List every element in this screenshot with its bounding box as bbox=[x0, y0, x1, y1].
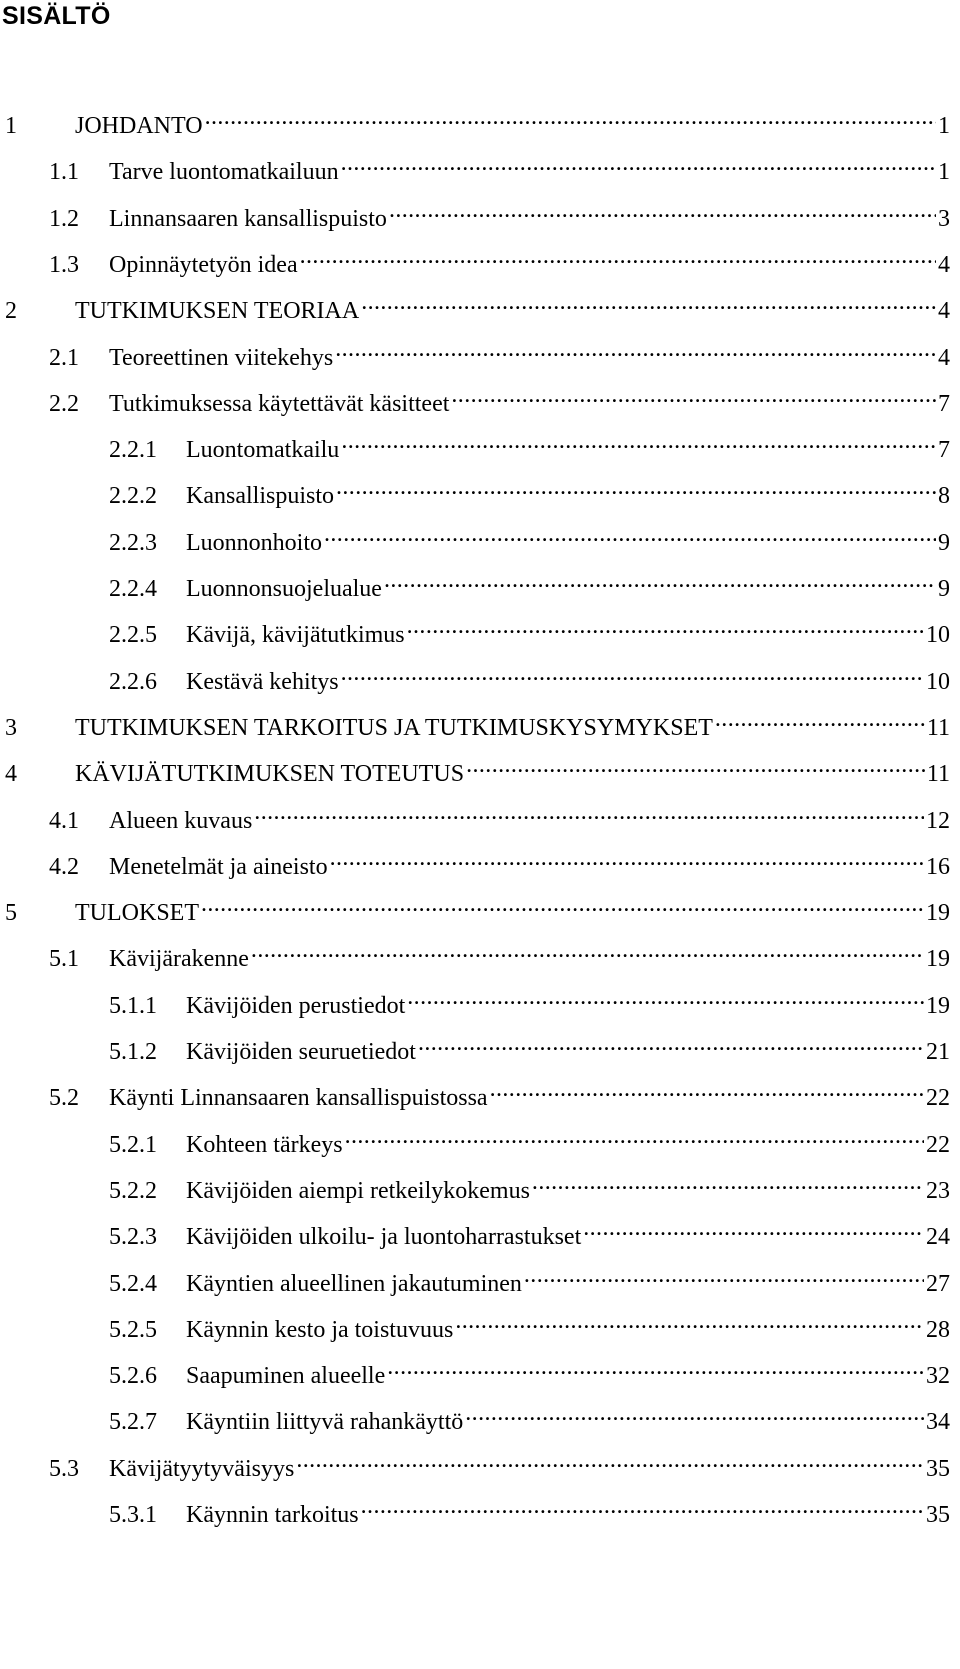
toc-entry[interactable] bbox=[0, 518, 950, 556]
toc-entry-number: 2.2.3 bbox=[109, 529, 157, 556]
toc-entry[interactable] bbox=[0, 1212, 950, 1251]
toc-dot-leader bbox=[254, 796, 924, 828]
toc-entry[interactable] bbox=[0, 657, 950, 695]
toc-dot-leader bbox=[300, 240, 936, 272]
page-title: SISÄLTÖ bbox=[2, 2, 111, 30]
toc-dot-leader bbox=[387, 1351, 924, 1383]
toc-entry-title: TUTKIMUKSEN TEORIAA bbox=[75, 298, 360, 325]
toc-entry[interactable] bbox=[0, 1305, 950, 1343]
toc-entry[interactable] bbox=[0, 888, 950, 927]
toc-entry[interactable] bbox=[0, 1490, 950, 1528]
toc-entry-number: 2.2.6 bbox=[109, 668, 157, 695]
toc-entry-number: 2.2.5 bbox=[109, 622, 157, 649]
toc-entry-number: 5.2.2 bbox=[109, 1177, 157, 1204]
toc-dot-leader bbox=[407, 981, 924, 1013]
toc-entry-title: JOHDANTO bbox=[75, 113, 203, 139]
toc-entry-number: 5.2.3 bbox=[109, 1224, 157, 1251]
toc-dot-leader bbox=[490, 1073, 924, 1105]
toc-entry-page-number: 9 bbox=[938, 529, 950, 556]
toc-entry-title: Kävijä, kävijätutkimus bbox=[186, 622, 405, 649]
toc-entry-title: Tarve luontomatkailuun bbox=[109, 159, 339, 186]
toc-entry-page-number: 7 bbox=[938, 437, 950, 464]
toc-entry-number: 2.1 bbox=[49, 344, 79, 371]
toc-entry[interactable] bbox=[0, 1073, 950, 1112]
toc-entry-title: Kävijöiden ulkoilu- ja luontoharrastukset bbox=[186, 1224, 582, 1251]
toc-entry-number: 5.2.1 bbox=[109, 1131, 157, 1158]
toc-dot-leader bbox=[336, 471, 936, 503]
toc-entry-number: 5.1.2 bbox=[109, 1039, 157, 1065]
toc-dot-leader bbox=[466, 749, 925, 781]
toc-entry-page-number: 1 bbox=[938, 113, 950, 139]
toc-dot-leader bbox=[407, 610, 924, 642]
toc-dot-leader bbox=[296, 1444, 924, 1476]
toc-entry-page-number: 19 bbox=[926, 900, 950, 927]
toc-entry-number: 1.1 bbox=[49, 159, 79, 186]
toc-entry-title: Käyntiin liittyvä rahankäyttö bbox=[186, 1409, 464, 1436]
toc-entry[interactable] bbox=[0, 1027, 950, 1065]
toc-entry-title: Käynti Linnansaaren kansallispuistossa bbox=[109, 1085, 488, 1112]
toc-dot-leader bbox=[335, 333, 936, 365]
toc-entry[interactable] bbox=[0, 194, 950, 232]
toc-dot-leader bbox=[583, 1212, 924, 1244]
toc-entry-title: Käynnin kesto ja toistuvuus bbox=[186, 1316, 454, 1343]
toc-entry-number: 5 bbox=[5, 900, 17, 927]
toc-dot-leader bbox=[341, 425, 936, 457]
toc-dot-leader bbox=[532, 1166, 924, 1198]
toc-entry-number: 1.2 bbox=[49, 205, 79, 232]
toc-entry-page-number: 34 bbox=[926, 1409, 950, 1436]
toc-entry[interactable] bbox=[0, 934, 950, 973]
toc-entry-number: 5.2.6 bbox=[109, 1363, 157, 1390]
toc-entry-title: Menetelmät ja aineisto bbox=[109, 853, 328, 880]
toc-entry-page-number: 11 bbox=[926, 714, 950, 741]
toc-entry-page-number: 9 bbox=[938, 576, 950, 602]
toc-entry-number: 5.3.1 bbox=[109, 1502, 157, 1528]
toc-entry-number: 4.2 bbox=[49, 853, 79, 880]
toc-entry-page-number: 4 bbox=[938, 344, 950, 371]
toc-entry-title: TUTKIMUKSEN TARKOITUS JA TUTKIMUSKYSYMYKSET bbox=[75, 714, 713, 741]
toc-entry-title: Kävijöiden seuruetiedot bbox=[186, 1039, 416, 1065]
toc-entry-number: 2.2.2 bbox=[109, 483, 157, 510]
toc-entry-number: 2.2.4 bbox=[109, 576, 157, 602]
toc-entry-number: 1.3 bbox=[49, 251, 79, 278]
toc-entry[interactable] bbox=[0, 564, 950, 602]
toc-entry-title: Opinnäytetyön idea bbox=[109, 251, 298, 278]
toc-entry-title: Tutkimuksessa käytettävät käsitteet bbox=[109, 390, 450, 417]
toc-dot-leader bbox=[341, 657, 924, 689]
toc-entry-number: 1 bbox=[5, 113, 17, 139]
toc-entry[interactable] bbox=[0, 1397, 950, 1436]
toc-entry-page-number: 4 bbox=[938, 251, 950, 278]
toc-entry-page-number: 10 bbox=[926, 668, 950, 695]
toc-entry-page-number: 4 bbox=[938, 298, 950, 325]
toc-entry-number: 5.2.5 bbox=[109, 1316, 157, 1343]
toc-dot-leader bbox=[451, 379, 936, 411]
toc-entry[interactable] bbox=[0, 703, 950, 741]
toc-entry-page-number: 10 bbox=[926, 622, 950, 649]
toc-entry[interactable] bbox=[0, 425, 950, 464]
toc-entry-number: 3 bbox=[5, 714, 17, 741]
toc-entry-title: Linnansaaren kansallispuisto bbox=[109, 205, 387, 232]
toc-entry-number: 2 bbox=[5, 298, 17, 325]
toc-entry-page-number: 21 bbox=[926, 1039, 950, 1065]
toc-entry[interactable] bbox=[0, 610, 950, 649]
toc-entry-title: Luonnonhoito bbox=[186, 529, 322, 556]
toc-entry-title: Saapuminen alueelle bbox=[186, 1363, 386, 1390]
toc-dot-leader bbox=[324, 518, 936, 550]
toc-entry[interactable] bbox=[0, 471, 950, 510]
toc-entry-page-number: 11 bbox=[926, 761, 950, 788]
toc-dot-leader bbox=[251, 934, 924, 966]
toc-entry-page-number: 19 bbox=[926, 992, 950, 1019]
toc-entry-page-number: 7 bbox=[938, 390, 950, 417]
toc-dot-leader bbox=[524, 1259, 924, 1291]
toc-entry[interactable] bbox=[0, 1259, 950, 1297]
toc-dot-leader bbox=[389, 194, 936, 226]
toc-dot-leader bbox=[361, 286, 936, 318]
toc-entry-number: 5.2 bbox=[49, 1085, 79, 1112]
toc-entry-title: Kävijöiden aiempi retkeilykokemus bbox=[186, 1177, 530, 1204]
toc-entry-number: 4 bbox=[5, 761, 17, 788]
toc-entry-page-number: 32 bbox=[926, 1363, 950, 1390]
toc-entry-number: 5.2.7 bbox=[109, 1409, 157, 1436]
toc-dot-leader bbox=[345, 1120, 924, 1152]
toc-entry-page-number: 12 bbox=[926, 807, 950, 834]
toc-entry[interactable] bbox=[0, 286, 950, 325]
toc-entry[interactable] bbox=[0, 1444, 950, 1482]
toc-entry-page-number: 16 bbox=[926, 853, 950, 880]
toc-entry-page-number: 35 bbox=[926, 1455, 950, 1482]
toc-dot-leader bbox=[341, 147, 936, 179]
toc-entry[interactable] bbox=[0, 333, 950, 371]
toc-entry-number: 5.2.4 bbox=[109, 1270, 157, 1297]
toc-entry-number: 5.1 bbox=[49, 946, 79, 973]
toc-entry-page-number: 22 bbox=[926, 1085, 950, 1112]
toc-entry-page-number: 3 bbox=[938, 205, 950, 232]
toc-entry-page-number: 19 bbox=[926, 946, 950, 973]
toc-dot-leader bbox=[361, 1490, 924, 1522]
toc-entry-title: Käynnin tarkoitus bbox=[186, 1502, 359, 1528]
toc-entry-page-number: 24 bbox=[926, 1224, 950, 1251]
toc-entry-page-number: 22 bbox=[926, 1131, 950, 1158]
toc-dot-leader bbox=[455, 1305, 924, 1337]
toc-entry-number: 2.2.1 bbox=[109, 437, 157, 464]
toc-entry-title: Kansallispuisto bbox=[186, 483, 334, 510]
toc-entry-number: 2.2 bbox=[49, 390, 79, 417]
toc-entry-title: Käyntien alueellinen jakautuminen bbox=[186, 1270, 522, 1297]
toc-dot-leader bbox=[715, 703, 925, 735]
toc-dot-leader bbox=[384, 564, 936, 596]
toc-entry-number: 4.1 bbox=[49, 807, 79, 834]
toc-entry-title: Alueen kuvaus bbox=[109, 807, 253, 834]
toc-entry-title: Teoreettinen viitekehys bbox=[109, 344, 334, 371]
toc-entry-title: Kävijärakenne bbox=[109, 946, 249, 973]
toc-entry-number: 5.3 bbox=[49, 1455, 79, 1482]
toc-entry[interactable] bbox=[0, 796, 950, 834]
toc-entry[interactable] bbox=[0, 1166, 950, 1204]
toc-dot-leader bbox=[201, 888, 924, 920]
toc-entry[interactable] bbox=[0, 101, 950, 139]
toc-entry[interactable] bbox=[0, 749, 950, 788]
toc-entry[interactable] bbox=[0, 240, 950, 278]
toc-entry-number: 5.1.1 bbox=[109, 992, 157, 1019]
toc-dot-leader bbox=[465, 1397, 924, 1429]
toc-dot-leader bbox=[418, 1027, 924, 1059]
toc-entry[interactable] bbox=[0, 1120, 950, 1158]
toc-entry-page-number: 27 bbox=[926, 1270, 950, 1297]
toc-entry[interactable] bbox=[0, 1351, 950, 1390]
toc-entry[interactable] bbox=[0, 147, 950, 186]
toc-entry-title: KÄVIJÄTUTKIMUKSEN TOTEUTUS bbox=[75, 761, 465, 788]
toc-dot-leader bbox=[205, 101, 936, 133]
toc-entry-title: Kestävä kehitys bbox=[186, 668, 339, 695]
toc-entry[interactable] bbox=[0, 842, 950, 880]
toc-entry-title: Luonnonsuojelualue bbox=[186, 576, 382, 602]
toc-entry[interactable] bbox=[0, 379, 950, 417]
toc-entry-title: Kävijöiden perustiedot bbox=[186, 992, 406, 1019]
toc-entry-title: Kohteen tärkeys bbox=[186, 1131, 343, 1158]
toc-dot-leader bbox=[330, 842, 924, 874]
toc-entry[interactable] bbox=[0, 981, 950, 1019]
toc-entry-page-number: 1 bbox=[938, 159, 950, 186]
toc-entry-title: Luontomatkailu bbox=[186, 437, 340, 464]
toc-entry-page-number: 23 bbox=[926, 1177, 950, 1204]
toc-entry-title: TULOKSET bbox=[75, 900, 199, 927]
toc-entry-page-number: 28 bbox=[926, 1316, 950, 1343]
toc-entry-title: Kävijätyytyväisyys bbox=[109, 1455, 295, 1482]
toc-entry-page-number: 35 bbox=[926, 1502, 950, 1528]
toc-entry-page-number: 8 bbox=[938, 483, 950, 510]
